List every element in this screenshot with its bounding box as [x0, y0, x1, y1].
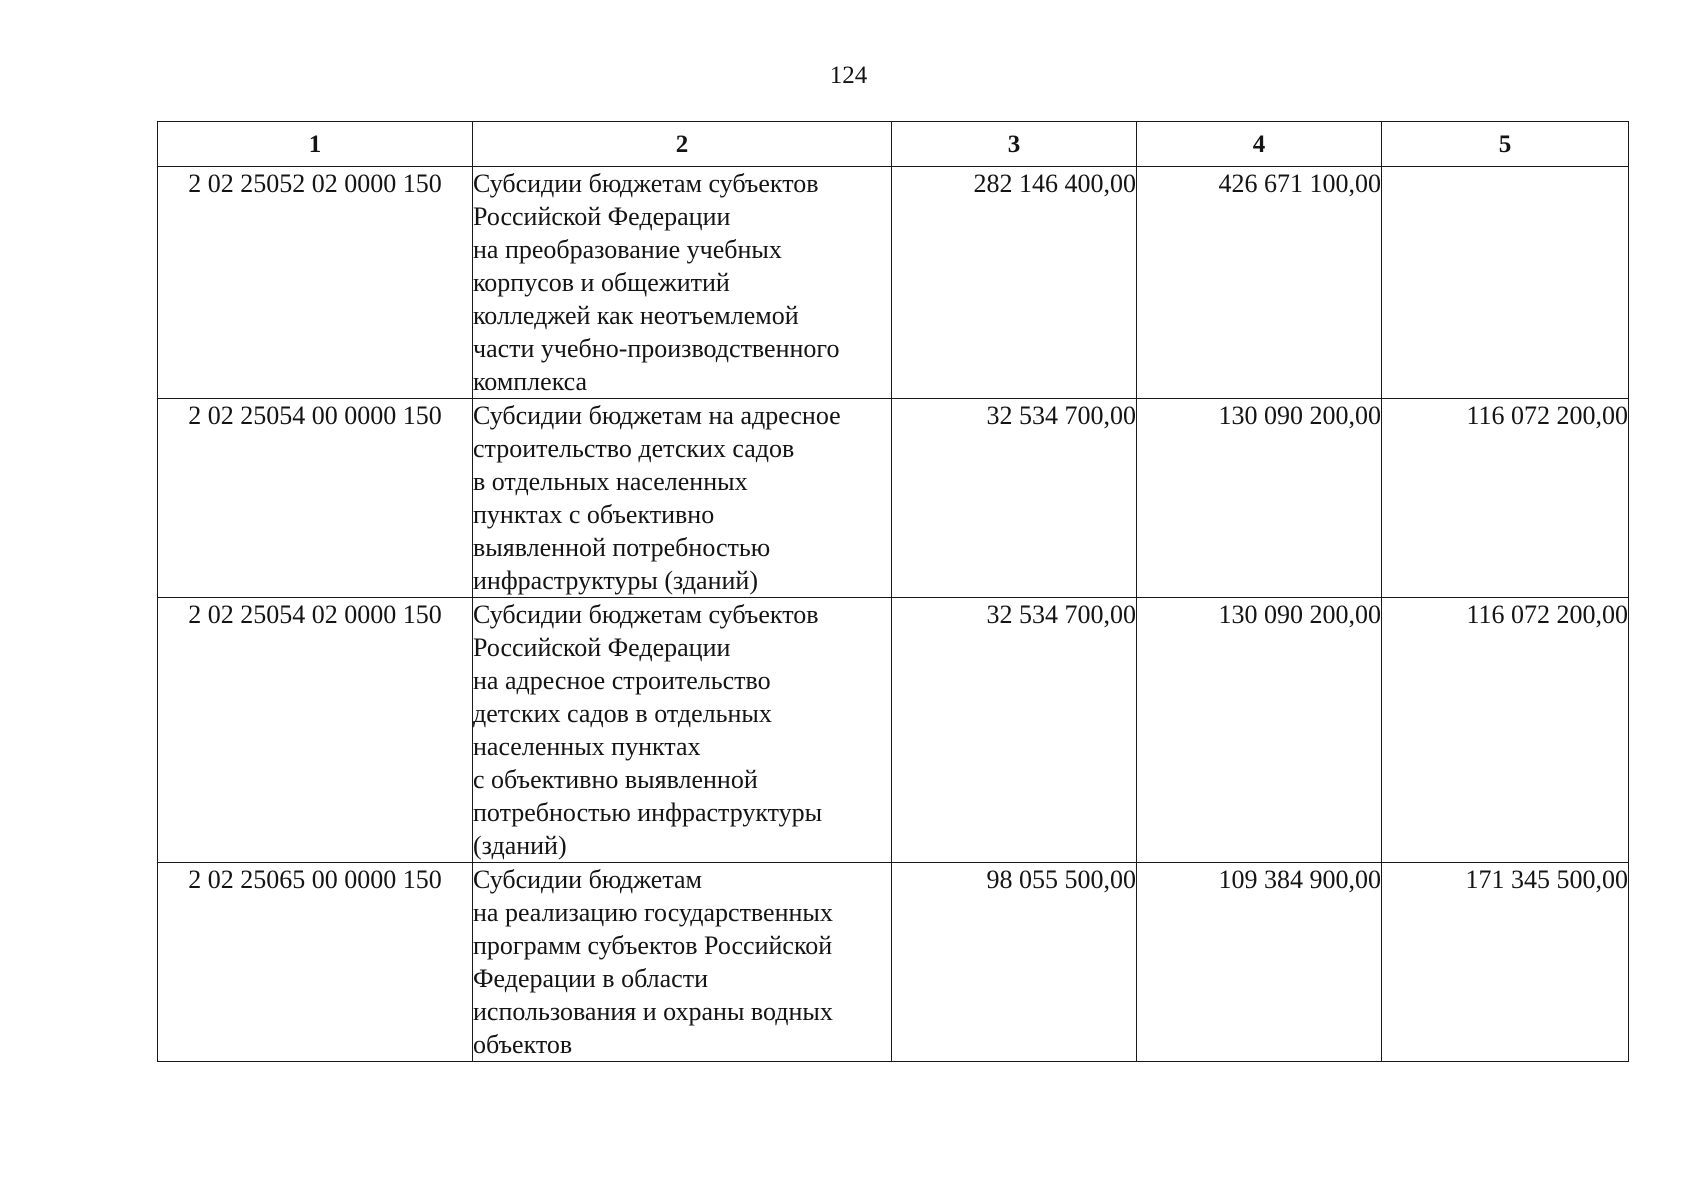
description-line: (зданий): [473, 831, 567, 860]
budget-code-cell: 2 02 25054 00 0000 150: [158, 399, 473, 598]
page-number: 124: [829, 62, 868, 89]
description-cell: [473, 863, 892, 1062]
description-line: комплекса: [473, 367, 588, 396]
amount-col4-cell: 426 671 100,00: [1137, 167, 1382, 399]
description-line: на реализацию государственных: [473, 898, 833, 927]
description-line: Субсидии бюджетам на адресное: [473, 401, 841, 430]
description-line: потребностью инфраструктуры: [473, 798, 823, 827]
description-cell: [473, 598, 892, 863]
amount-col4-cell: 130 090 200,00: [1137, 399, 1382, 598]
table-row: [158, 399, 1629, 598]
amount-col3-cell: 282 146 400,00: [892, 167, 1137, 399]
column-header-2: 2: [473, 122, 892, 167]
description-line: программ субъектов Российской: [473, 931, 833, 960]
description-cell: [473, 399, 892, 598]
description-line: на адресное строительство: [473, 666, 771, 695]
description-line: строительство детских садов: [473, 434, 795, 463]
amount-col5-cell: [1382, 167, 1629, 399]
description-line: использования и охраны водных: [473, 997, 833, 1026]
description-line: объектов: [473, 1030, 573, 1059]
amount-col3-cell: 32 534 700,00: [892, 399, 1137, 598]
description-line: Российской Федерации: [473, 202, 731, 231]
table-row: [158, 598, 1629, 863]
table-body: [158, 167, 1629, 1062]
header-row: [158, 122, 1629, 167]
column-header-3: 3: [892, 122, 1137, 167]
amount-col5-cell: 116 072 200,00: [1382, 598, 1629, 863]
column-header-1: 1: [158, 122, 473, 167]
description-line: части учебно-производственного: [473, 334, 840, 363]
description-line: корпусов и общежитий: [473, 268, 730, 297]
amount-col4-cell: 130 090 200,00: [1137, 598, 1382, 863]
description-line: детских садов в отдельных: [473, 699, 772, 728]
table-row: [158, 167, 1629, 399]
column-header-4: 4: [1137, 122, 1382, 167]
budget-table: [157, 121, 1629, 1062]
description-line: пунктах с объективно: [473, 500, 715, 529]
description-line: инфраструктуры (зданий): [473, 566, 758, 595]
amount-col4-cell: 109 384 900,00: [1137, 863, 1382, 1062]
table-row: [158, 863, 1629, 1062]
description-line: в отдельных населенных: [473, 467, 748, 496]
budget-code-cell: 2 02 25052 02 0000 150: [158, 167, 473, 399]
amount-col3-cell: 32 534 700,00: [892, 598, 1137, 863]
description-line: Российской Федерации: [473, 633, 731, 662]
description-line: на преобразование учебных: [473, 235, 782, 264]
budget-code-cell: 2 02 25065 00 0000 150: [158, 863, 473, 1062]
description-cell: [473, 167, 892, 399]
description-line: выявленной потребностью: [473, 533, 771, 562]
amount-col5-cell: 116 072 200,00: [1382, 399, 1629, 598]
amount-col5-cell: 171 345 500,00: [1382, 863, 1629, 1062]
column-header-5: 5: [1382, 122, 1629, 167]
description-line: колледжей как неотъемлемой: [473, 301, 799, 330]
description-line: Субсидии бюджетам субъектов: [473, 600, 819, 629]
description-line: населенных пунктах: [473, 732, 701, 761]
description-line: Субсидии бюджетам субъектов: [473, 169, 819, 198]
table-header: [158, 122, 1629, 167]
amount-col3-cell: 98 055 500,00: [892, 863, 1137, 1062]
description-line: Субсидии бюджетам: [473, 865, 702, 894]
description-line: с объективно выявленной: [473, 765, 758, 794]
budget-code-cell: 2 02 25054 02 0000 150: [158, 598, 473, 863]
description-line: Федерации в области: [473, 964, 708, 993]
